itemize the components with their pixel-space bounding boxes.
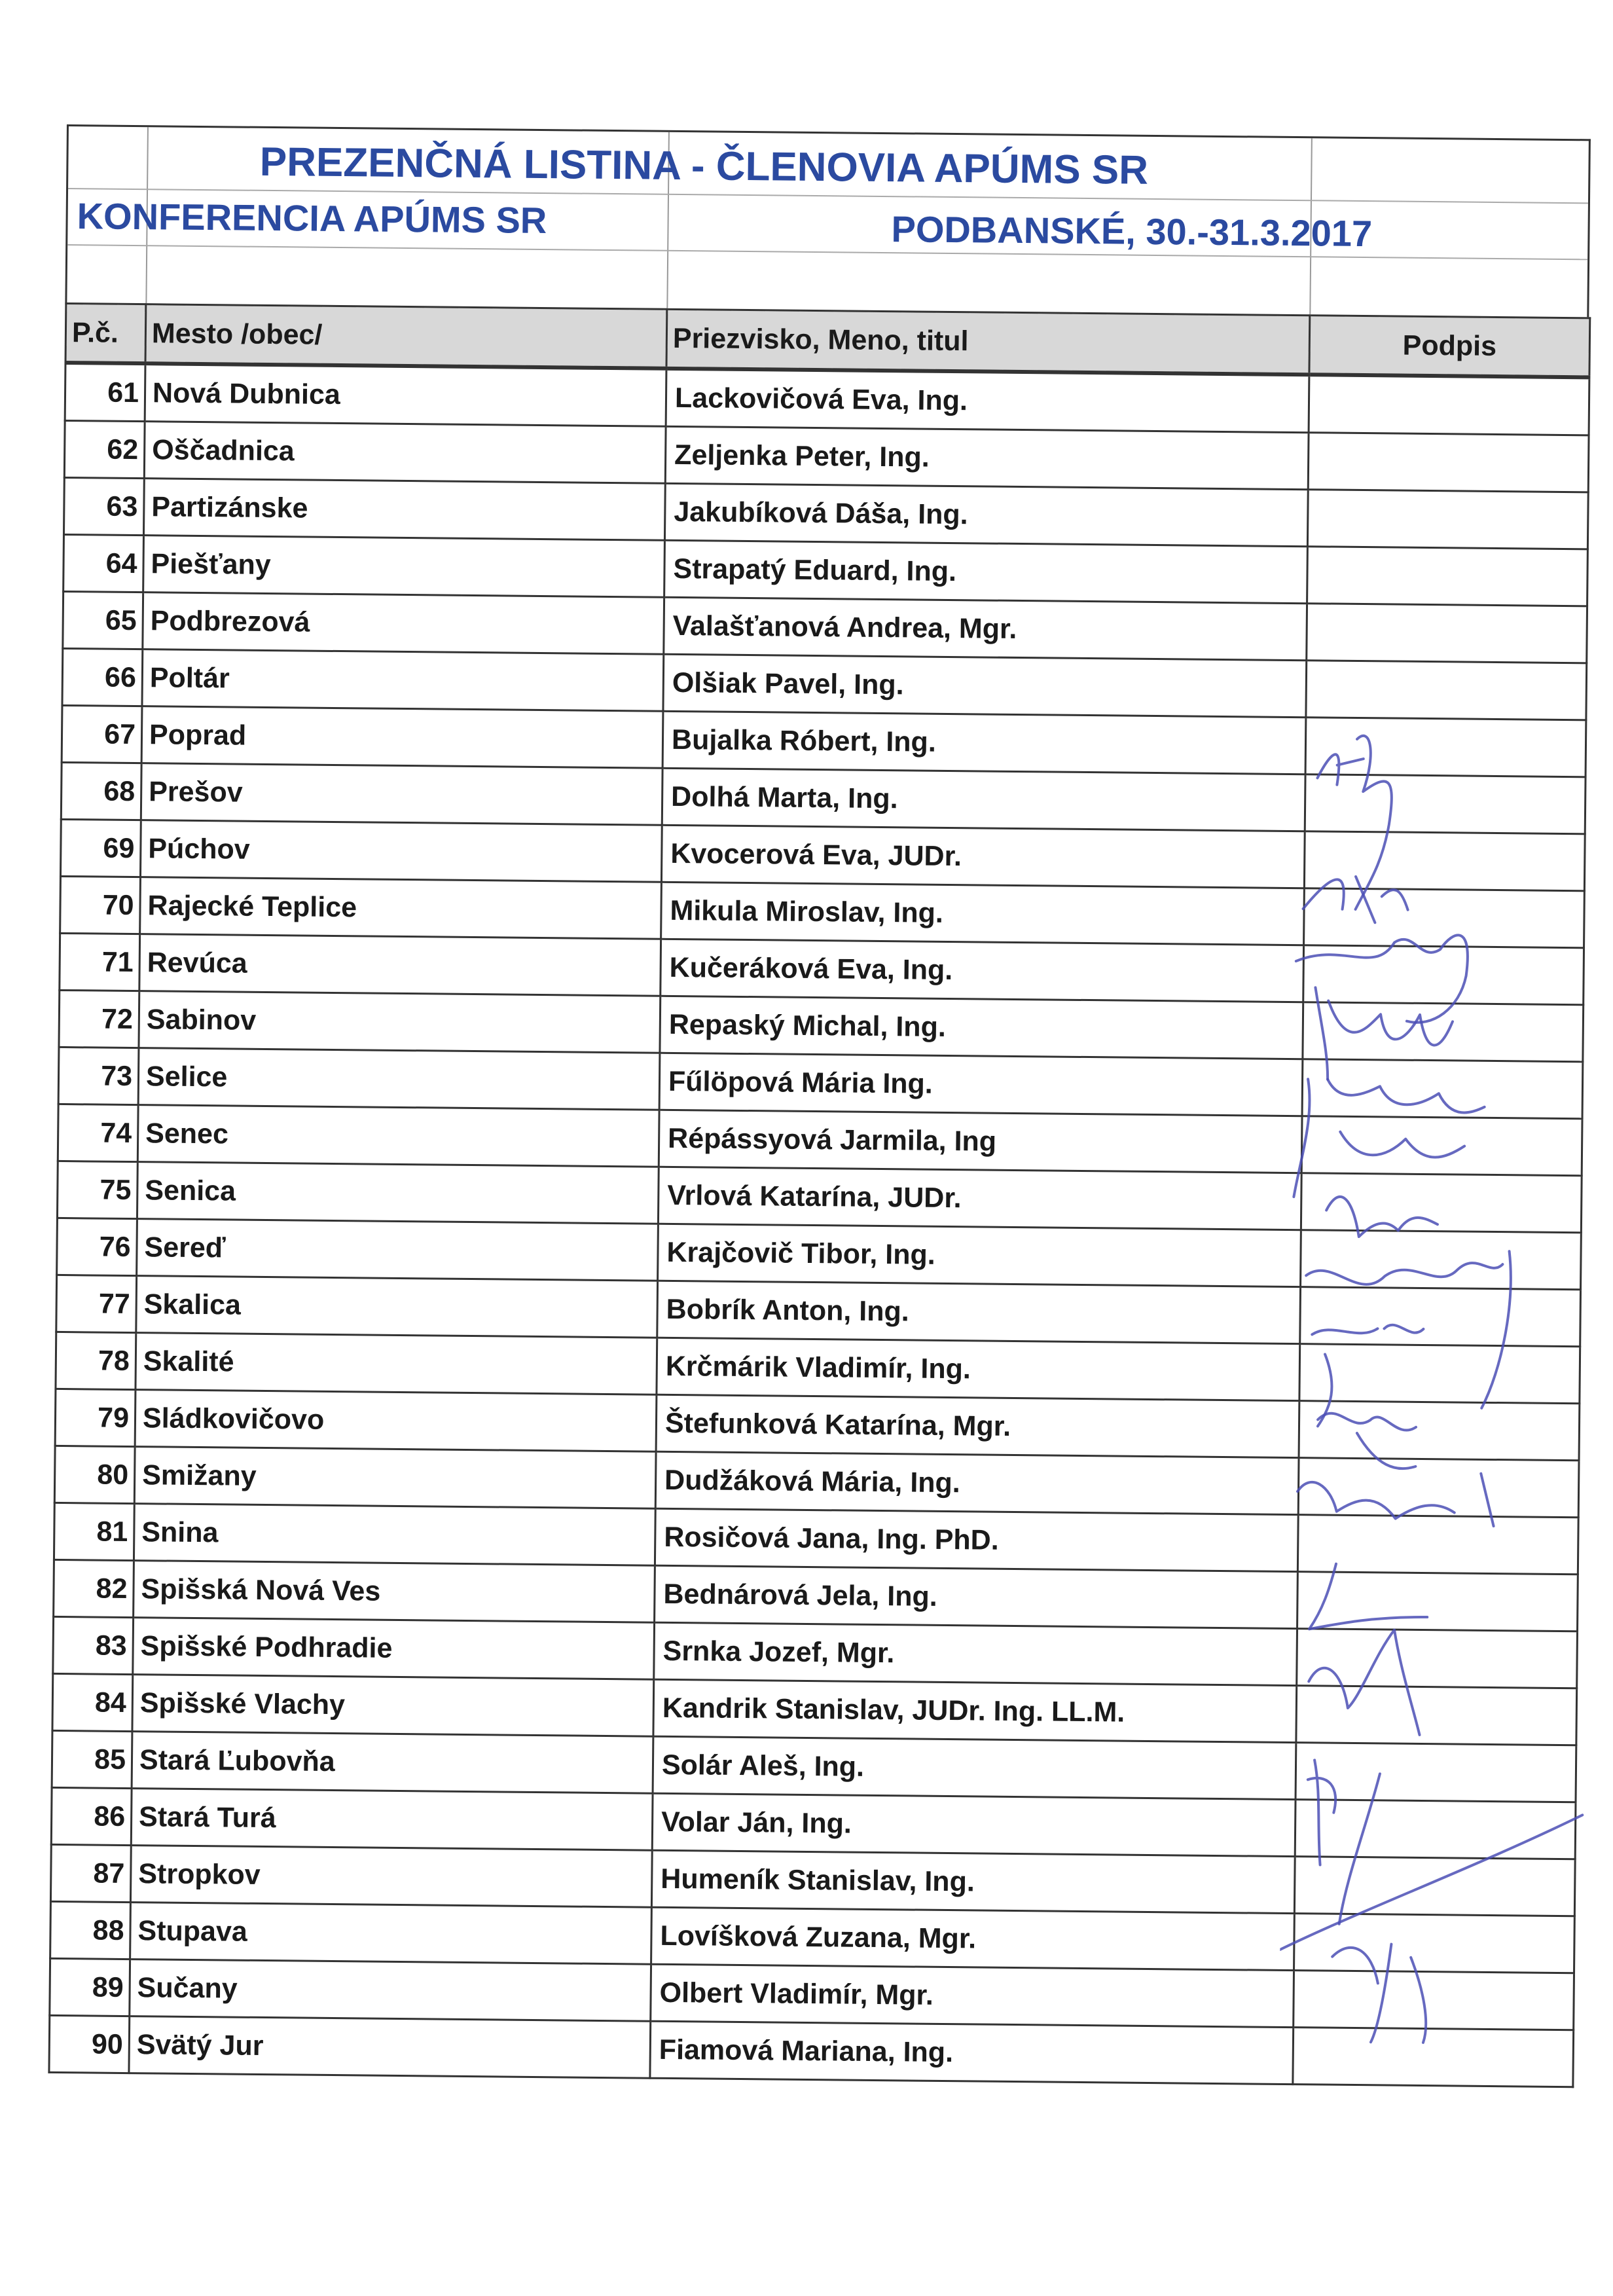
- row-person-name: Fiamová Mariana, Ing.: [650, 2021, 1294, 2084]
- row-number: 71: [60, 933, 140, 991]
- row-city: Stropkov: [130, 1846, 652, 1908]
- row-signature-cell: [1308, 433, 1589, 492]
- row-number: 62: [64, 420, 145, 478]
- row-city: Smižany: [134, 1447, 656, 1509]
- row-number: 68: [61, 762, 141, 820]
- row-city: Poprad: [141, 706, 663, 769]
- row-person-name: Olšiak Pavel, Ing.: [663, 654, 1307, 717]
- row-city: Sučany: [130, 1959, 651, 2022]
- row-number: 82: [54, 1559, 134, 1617]
- row-city: Prešov: [141, 763, 662, 826]
- row-signature-cell: [1300, 1287, 1581, 1347]
- row-signature-cell: [1304, 888, 1585, 948]
- row-city: Sládkovičovo: [135, 1390, 657, 1452]
- row-person-name: Krajčovič Tibor, Ing.: [658, 1224, 1301, 1286]
- row-signature-cell: [1303, 1002, 1584, 1062]
- row-city: Spišské Vlachy: [132, 1675, 654, 1737]
- col-header-city: Mesto /obec/: [145, 304, 667, 369]
- row-number: 61: [65, 363, 145, 422]
- row-signature-cell: [1304, 831, 1585, 891]
- row-signature-cell: [1301, 1173, 1582, 1233]
- row-person-name: Krčmárik Vladimír, Ing.: [657, 1338, 1300, 1400]
- row-number: 73: [58, 1047, 139, 1104]
- row-signature-cell: [1296, 1686, 1577, 1745]
- row-signature-cell: [1297, 1515, 1578, 1575]
- row-person-name: Bednárová Jela, Ing.: [655, 1565, 1298, 1628]
- row-signature-cell: [1293, 2028, 1574, 2087]
- conference-place-date: PODBANSKÉ, 30.-31.3.2017: [891, 208, 1373, 255]
- row-signature-cell: [1297, 1572, 1578, 1631]
- row-number: 88: [50, 1901, 131, 1959]
- col-header-signature: Podpis: [1309, 316, 1590, 378]
- row-person-name: Kučeráková Eva, Ing.: [661, 939, 1304, 1002]
- row-signature-cell: [1299, 1344, 1580, 1404]
- sheet-header: [65, 124, 1591, 317]
- col-header-name: Priezvisko, Meno, titul: [666, 309, 1310, 374]
- row-signature-cell: [1296, 1743, 1576, 1802]
- row-number: 78: [56, 1332, 136, 1389]
- row-person-name: Kvocerová Eva, JUDr.: [661, 825, 1305, 888]
- row-city: Púchov: [140, 820, 662, 883]
- row-person-name: Dolhá Marta, Ing.: [662, 768, 1305, 831]
- row-city: Poltár: [142, 649, 664, 712]
- row-number: 84: [52, 1673, 133, 1731]
- row-person-name: Solár Aleš, Ing.: [653, 1736, 1296, 1799]
- row-number: 66: [62, 648, 143, 706]
- row-city: Spišské Podhradie: [133, 1618, 655, 1680]
- row-person-name: Štefunková Katarína, Mgr.: [656, 1394, 1299, 1457]
- row-city: Spišská Nová Ves: [134, 1561, 655, 1623]
- row-person-name: Dudžáková Mária, Ing.: [655, 1451, 1299, 1514]
- row-city: Piešťany: [143, 536, 665, 598]
- row-number: 69: [60, 819, 141, 877]
- row-signature-cell: [1301, 1230, 1582, 1290]
- row-person-name: Bobrík Anton, Ing.: [657, 1281, 1301, 1343]
- row-city: Senica: [137, 1162, 659, 1224]
- row-number: 80: [54, 1446, 135, 1503]
- row-city: Revúca: [139, 934, 661, 996]
- attendance-table: [48, 302, 1591, 2088]
- row-person-name: Lovíšková Zuzana, Mgr.: [651, 1907, 1295, 1970]
- row-city: Oščadnica: [144, 422, 666, 484]
- row-city: Rajecké Teplice: [140, 877, 662, 939]
- row-person-name: Fűlöpová Mária Ing.: [659, 1053, 1303, 1116]
- row-number: 65: [63, 591, 143, 649]
- row-city: Sereď: [137, 1219, 659, 1281]
- row-number: 81: [54, 1503, 134, 1560]
- row-city: Skalité: [136, 1333, 657, 1395]
- row-city: Sabinov: [139, 991, 661, 1053]
- row-person-name: Srnka Jozef, Mgr.: [654, 1622, 1297, 1685]
- row-city: Senec: [137, 1105, 659, 1167]
- row-signature-cell: [1297, 1629, 1578, 1688]
- row-signature-cell: [1307, 604, 1587, 663]
- row-signature-cell: [1294, 1857, 1575, 1916]
- row-person-name: Vrlová Katarína, JUDr.: [658, 1167, 1301, 1230]
- row-signature-cell: [1294, 1914, 1575, 1973]
- row-number: 86: [51, 1787, 132, 1845]
- row-signature-cell: [1301, 1116, 1582, 1176]
- row-signature-cell: [1298, 1458, 1579, 1518]
- row-number: 67: [62, 705, 142, 763]
- row-person-name: Lackovičová Eva, Ing.: [666, 369, 1309, 433]
- row-city: Partizánske: [143, 479, 665, 541]
- page-title: PREZENČNÁ LISTINA - ČLENOVIA APÚMS SR: [259, 139, 1149, 193]
- row-signature-cell: [1295, 1800, 1576, 1859]
- attendance-sheet: [48, 124, 1591, 2103]
- row-signature-cell: [1309, 374, 1589, 435]
- row-number: 70: [60, 876, 141, 934]
- row-city: Selice: [138, 1048, 660, 1110]
- row-number: 87: [50, 1844, 131, 1902]
- row-number: 63: [63, 477, 144, 535]
- row-signature-cell: [1307, 490, 1588, 549]
- row-signature-cell: [1299, 1401, 1580, 1461]
- row-person-name: Jakubíková Dáša, Ing.: [664, 483, 1308, 546]
- row-number: 72: [59, 990, 139, 1048]
- row-signature-cell: [1307, 547, 1588, 606]
- row-person-name: Mikula Miroslav, Ing.: [661, 882, 1305, 945]
- row-person-name: Rosičová Jana, Ing. PhD.: [655, 1508, 1298, 1571]
- row-number: 89: [50, 1958, 130, 2016]
- row-number: 76: [57, 1218, 137, 1275]
- row-number: 90: [49, 2015, 130, 2073]
- row-signature-cell: [1305, 718, 1586, 777]
- row-person-name: Valašťanová Andrea, Mgr.: [664, 597, 1307, 660]
- row-signature-cell: [1303, 945, 1584, 1005]
- conference-name: KONFERENCIA APÚMS SR: [77, 195, 547, 242]
- row-person-name: Humeník Stanislav, Ing.: [651, 1850, 1295, 1913]
- row-signature-cell: [1294, 1971, 1574, 2030]
- row-number: 83: [53, 1616, 134, 1674]
- row-city: Podbrezová: [143, 592, 664, 655]
- row-city: Stupava: [130, 1903, 652, 1965]
- row-person-name: Strapatý Eduard, Ing.: [664, 540, 1308, 603]
- row-signature-cell: [1305, 774, 1586, 834]
- row-number: 77: [56, 1275, 137, 1332]
- row-city: Stará Ľubovňa: [132, 1732, 653, 1794]
- row-city: Skalica: [136, 1276, 658, 1338]
- row-person-name: Repaský Michal, Ing.: [660, 996, 1303, 1059]
- row-person-name: Olbert Vladimír, Mgr.: [651, 1964, 1294, 2027]
- row-person-name: Répássyová Jarmila, Ing: [659, 1110, 1302, 1173]
- row-person-name: Kandrik Stanislav, JUDr. Ing. LL.M.: [653, 1679, 1297, 1742]
- row-person-name: Zeljenka Peter, Ing.: [665, 426, 1309, 489]
- row-person-name: Bujalka Róbert, Ing.: [662, 711, 1306, 774]
- row-city: Svätý Jur: [129, 2016, 651, 2079]
- row-number: 64: [63, 534, 144, 592]
- row-person-name: Volar Ján, Ing.: [652, 1793, 1296, 1856]
- row-number: 85: [52, 1730, 132, 1788]
- row-number: 79: [55, 1389, 136, 1446]
- row-number: 74: [58, 1104, 138, 1161]
- row-city: Stará Turá: [131, 1789, 653, 1851]
- row-number: 75: [57, 1161, 137, 1218]
- row-signature-cell: [1302, 1059, 1583, 1119]
- row-city: Nová Dubnica: [145, 363, 666, 426]
- col-header-number: P.č.: [65, 304, 146, 364]
- row-signature-cell: [1306, 661, 1587, 720]
- row-city: Snina: [134, 1504, 655, 1566]
